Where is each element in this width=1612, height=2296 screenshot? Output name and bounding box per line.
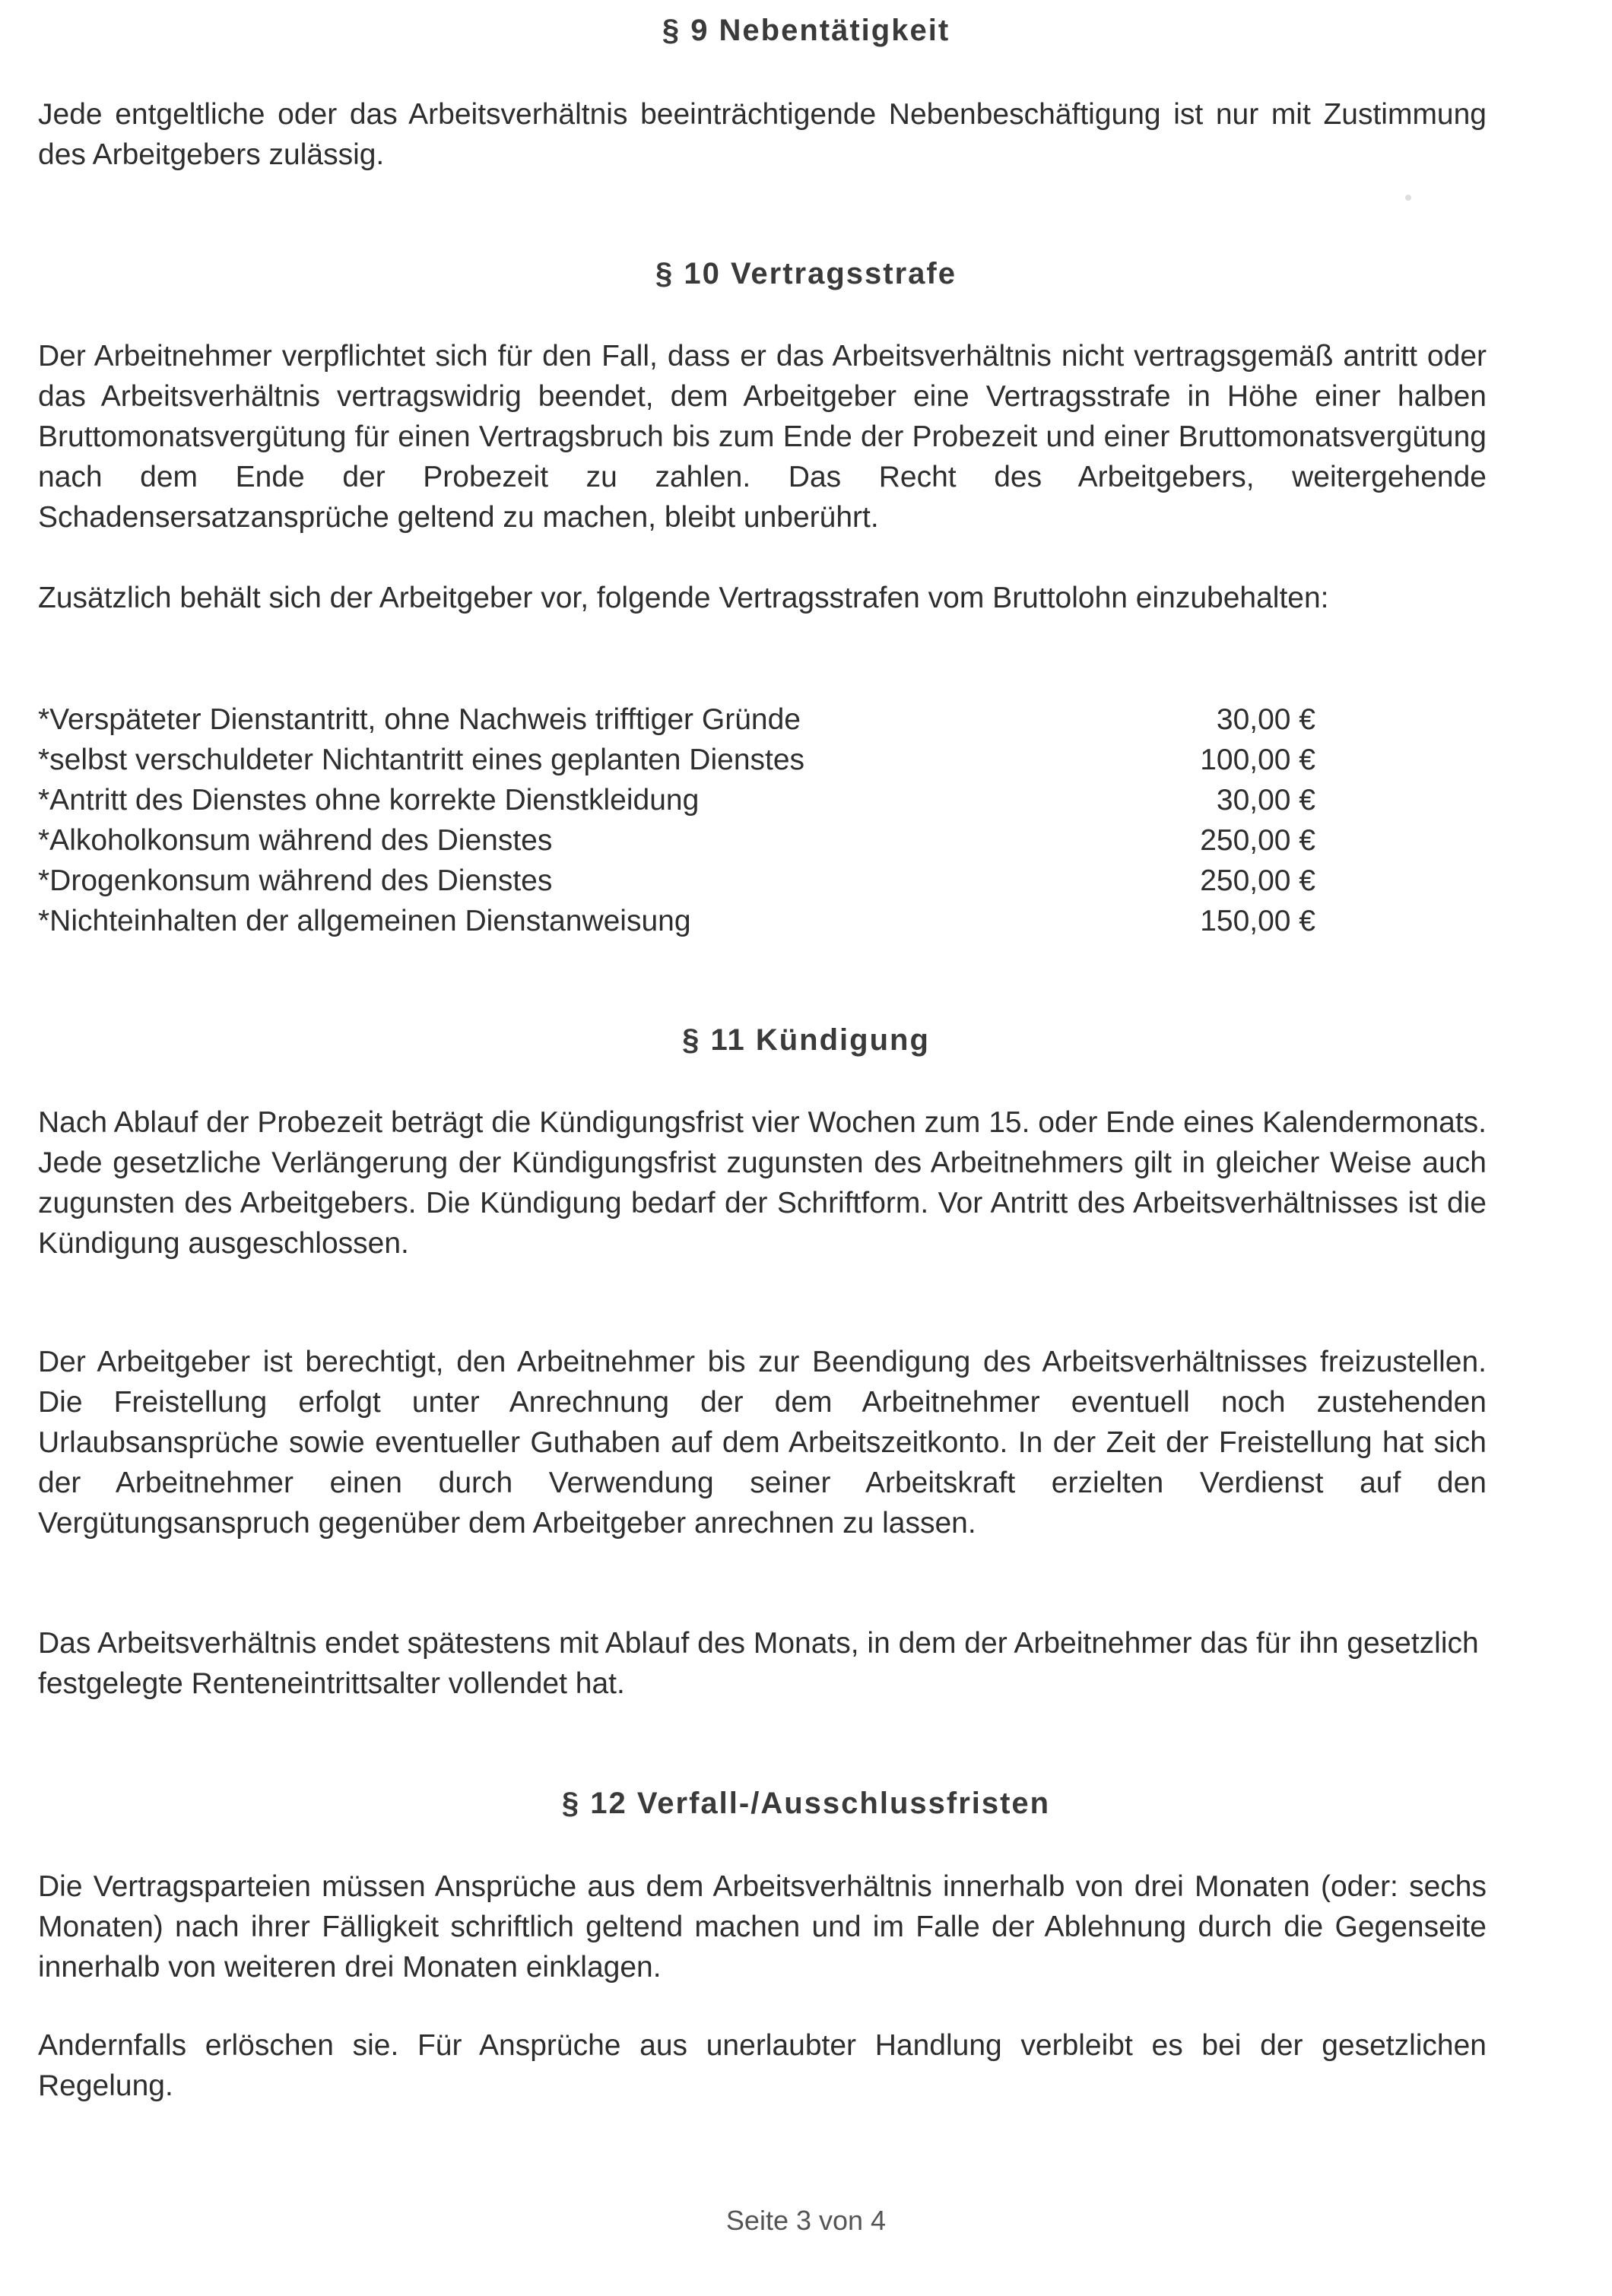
penalty-label: *Verspäteter Dienstantritt, ohne Nachweis trifftiger Gründe [38,703,801,736]
penalty-row [38,699,1315,740]
section-10-paragraph: Der Arbeitnehmer verpflichtet sich für den Fall, dass er das Arbeitsverhältnis nicht vertragsgemäß antritt oder das Arbeitsverhältnis vertragswidrig beendet, dem Arbeitgeber eine Vertragsstrafe in Höhe einer halben Bruttomonatsvergütung für einen Vertragsbruch bis zum Ende der Probezeit und einer Bruttomonatsvergütung nach dem Ende der Probezeit zu zahlen. Das Recht des Arbeitgebers, weitergehende Schadensersatzansprüche geltend zu machen, bleibt unberührt. [38,340,1487,534]
penalty-row [38,740,1315,780]
section-12-paragraph-1: Die Vertragsparteien müssen Ansprüche aus dem Arbeitsverhältnis innerhalb von drei Monaten (oder: sechs Monaten) nach ihrer Fälligkeit schriftlich geltend machen und im Falle der Ablehnung durch die Gegenseite innerhalb von weiteren drei Monaten einklagen. [38,1870,1487,1984]
penalty-amount: 250,00 € [1200,864,1315,897]
penalty-amount: 100,00 € [1200,744,1315,776]
section-11-paragraph-3: Das Arbeitsverhältnis endet spätestens mit Ablauf des Monats, in dem der Arbeitnehmer das für ihn gesetzlich festgelegte Renteneintrittsalter vollendet hat. [38,1627,1479,1700]
penalty-row [38,820,1315,861]
scan-speck [1405,195,1411,201]
penalty-label: *Alkoholkonsum während des Dienstes [38,824,553,857]
penalty-row [38,901,1315,941]
penalty-label: *Antritt des Dienstes ohne korrekte Dienstkleidung [38,784,700,817]
penalty-amount: 150,00 € [1200,905,1315,937]
page-number: Seite 3 von 4 [725,2205,887,2236]
penalty-row [38,780,1315,820]
section-9-paragraph: Jede entgeltliche oder das Arbeitsverhältnis beeinträchtigende Nebenbeschäftigung ist nur mit Zustimmung des Arbeitgebers zulässig. [38,98,1487,171]
penalty-label: *Nichteinhalten der allgemeinen Dienstanweisung [38,905,691,937]
penalty-amount: 30,00 € [1216,703,1315,736]
section-10-paragraph-2: Zusätzlich behält sich der Arbeitgeber vor, folgende Vertragsstrafen vom Bruttolohn einzubehalten: [38,582,1329,614]
section-11-heading: § 11 Kündigung [682,1023,930,1057]
section-11-paragraph-1: Nach Ablauf der Probezeit beträgt die Kündigungsfrist vier Wochen zum 15. oder Ende eines Kalendermonats. Jede gesetzliche Verlängerung der Kündigungsfrist zugunsten des Arbeitnehmers gilt in gleicher Weise auch zugunsten des Arbeitgebers. Die Kündigung bedarf der Schriftform. Vor Antritt des Arbeitsverhältnisses ist die Kündigung ausgeschlossen. [38,1106,1487,1260]
penalty-amount: 250,00 € [1200,824,1315,857]
penalty-row [38,861,1315,901]
section-10-heading: § 10 Vertragsstrafe [655,257,957,290]
section-12-heading: § 12 Verfall-/Ausschlussfristen [561,1787,1051,1820]
penalty-amount: 30,00 € [1216,784,1315,817]
penalty-label: *selbst verschuldeter Nichtantritt eines geplanten Dienstes [38,744,805,776]
section-12-paragraph-2: Andernfalls erlöschen sie. Für Ansprüche aus unerlaubter Handlung verbleibt es bei der gesetzlichen Regelung. [38,2029,1487,2102]
section-11-paragraph-2: Der Arbeitgeber ist berechtigt, den Arbeitnehmer bis zur Beendigung des Arbeitsverhältnisses freizustellen. Die Freistellung erfolgt unter Anrechnung der dem Arbeitnehmer eventuell noch zustehenden Urlaubsansprüche sowie eventueller Guthaben auf dem Arbeitszeitkonto. In der Zeit der Freistellung hat sich der Arbeitnehmer einen durch Verwendung seiner Arbeitskraft erzielten Verdienst auf den Vergütungsanspruch gegenüber dem Arbeitgeber anrechnen zu lassen. [38,1346,1487,1540]
penalty-list [38,699,1315,941]
penalty-label: *Drogenkonsum während des Dienstes [38,864,553,897]
section-9-heading: § 9 Nebentätigkeit [662,14,950,47]
